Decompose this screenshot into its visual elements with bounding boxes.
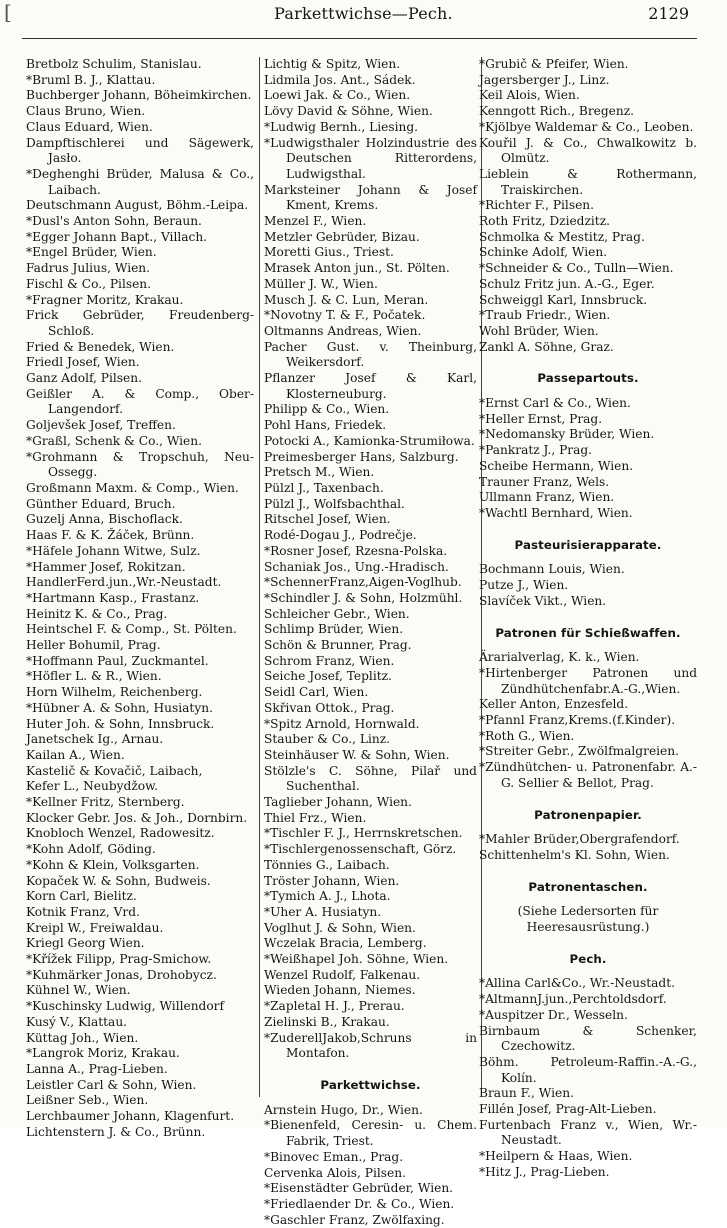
directory-entry: *Kellner Fritz, Sternberg. bbox=[26, 795, 185, 810]
directory-entry: Kopaček W. & Sohn, Budweis. bbox=[26, 873, 211, 888]
directory-entry: Heller Bohumil, Prag. bbox=[26, 638, 161, 653]
directory-entry: *Gaschler Franz, Zwölfaxing. bbox=[264, 1212, 445, 1227]
directory-entry: Kailan A., Wien. bbox=[26, 747, 125, 762]
directory-entry: Buchberger Johann, Böheimkirchen. bbox=[26, 88, 252, 103]
directory-entry: Pacher Gust. v. Theinburg, Weikersdorf. bbox=[264, 339, 477, 370]
directory-entry: *AltmannJ.jun.,Perchtoldsdorf. bbox=[479, 992, 667, 1007]
directory-entry: Guzelj Anna, Bischoflack. bbox=[26, 512, 183, 527]
directory-entry: *ZuderellJakob,Schruns in Montafon. bbox=[264, 1030, 477, 1061]
directory-entry: *Hoffmann Paul, Zuckmantel. bbox=[26, 653, 209, 668]
directory-entry: Taglieber Johann, Wien. bbox=[264, 795, 412, 810]
directory-entry: Kenngott Rich., Bregenz. bbox=[479, 104, 635, 119]
header-rule bbox=[22, 38, 697, 39]
directory-entry: Philipp & Co., Wien. bbox=[264, 402, 390, 417]
directory-entry: Zielinski B., Krakau. bbox=[264, 1014, 390, 1029]
directory-entry: Küttag Joh., Wien. bbox=[26, 1030, 139, 1045]
directory-entry: Zankl A. Söhne, Graz. bbox=[479, 339, 614, 354]
directory-entry: Deutschmann August, Böhm.-Leipa. bbox=[26, 198, 249, 213]
directory-entry: *Heilpern & Haas, Wien. bbox=[479, 1149, 633, 1164]
directory-entry: Schleicher Gebr., Wien. bbox=[264, 606, 410, 621]
directory-entry: *Rosner Josef, Rzesna-Polska. bbox=[264, 543, 448, 558]
directory-entry: *Křížek Filipp, Prag-Smichow. bbox=[26, 952, 212, 967]
directory-entry: Claus Bruno, Wien. bbox=[26, 104, 146, 119]
directory-entry: *Tischler F. J., Herrnskretschen. bbox=[264, 826, 463, 841]
directory-entry: Schittenhelm's Kl. Sohn, Wien. bbox=[479, 847, 670, 862]
directory-entry: Geißler A. & Comp., Ober-Langendorf. bbox=[26, 386, 254, 417]
directory-entry: Haas F. & K. Žáček, Brünn. bbox=[26, 528, 195, 543]
directory-entry: Pohl Hans, Friedek. bbox=[264, 418, 387, 433]
directory-entry: Heintschel F. & Comp., St. Pölten. bbox=[26, 622, 237, 637]
directory-entry: Jagersberger J., Linz. bbox=[479, 72, 610, 87]
directory-entry: *Allina Carl&Co., Wr.-Neustadt. bbox=[479, 976, 675, 991]
directory-entry: Fadrus Julius, Wien. bbox=[26, 261, 151, 276]
directory-entry: *Grohmann & Tropschuh, Neu-Ossegg. bbox=[26, 449, 254, 480]
directory-entry: Kriegl Georg Wien. bbox=[26, 936, 145, 951]
directory-entry: Korn Carl, Bielitz. bbox=[26, 889, 137, 904]
directory-entry: *Kuhmärker Jonas, Drohobycz. bbox=[26, 967, 217, 982]
section-heading: Patronen für Schießwaffen. bbox=[495, 625, 681, 640]
directory-entry: Schulz Fritz jun. A.-G., Eger. bbox=[479, 276, 655, 291]
directory-entry: Pülzl J., Wolfsbachthal. bbox=[264, 496, 405, 511]
directory-entry: Thiel Frz., Wien. bbox=[264, 810, 367, 825]
directory-entry: Schlimp Brüder, Wien. bbox=[264, 622, 404, 637]
directory-entry: Voglhut J. & Sohn, Wien. bbox=[264, 920, 416, 935]
directory-entry: Wczelak Bracia, Lemberg. bbox=[264, 936, 427, 951]
directory-entry: Wohl Brüder, Wien. bbox=[479, 323, 599, 338]
directory-entry: *Egger Johann Bapt., Villach. bbox=[26, 229, 208, 244]
directory-entry: Loewi Jak. & Co., Wien. bbox=[264, 88, 411, 103]
directory-entry: Huter Joh. & Sohn, Innsbruck. bbox=[26, 716, 215, 731]
directory-entry: Musch J. & C. Lun, Meran. bbox=[264, 292, 429, 307]
directory-entry: *Friedlaender Dr. & Co., Wien. bbox=[264, 1196, 455, 1211]
directory-entry: Horn Wilhelm, Reichenberg. bbox=[26, 685, 203, 700]
directory-entry: Scheibe Hermann, Wien. bbox=[479, 458, 634, 473]
section-heading: Parkettwichse. bbox=[320, 1078, 421, 1092]
directory-entry: Preimesberger Hans, Salzburg. bbox=[264, 449, 459, 464]
directory-entry: Ritschel Josef, Wien. bbox=[264, 512, 391, 527]
directory-entry: *Uher A. Husiatyn. bbox=[264, 904, 382, 919]
directory-entry: Janetschek Ig., Arnau. bbox=[26, 732, 164, 747]
directory-entry: Bretbolz Schulim, Stanislau. bbox=[26, 57, 202, 71]
directory-entry: Slavíček Vikt., Wien. bbox=[479, 593, 607, 608]
directory-entry: *Engel Brüder, Wien. bbox=[26, 245, 157, 260]
directory-entry: *Wachtl Bernhard, Wien. bbox=[479, 505, 633, 520]
directory-entry: Menzel F., Wien. bbox=[264, 214, 367, 229]
scan-margin-mark: [ bbox=[4, 0, 12, 24]
directory-entry: Moretti Gius., Triest. bbox=[264, 245, 394, 260]
directory-entry: Lieblein & Rothermann, Traiskirchen. bbox=[479, 166, 697, 197]
directory-entry: *Bruml B. J., Klattau. bbox=[26, 72, 156, 87]
directory-entry: Fischl & Co., Pilsen. bbox=[26, 276, 152, 291]
directory-entry: Skřivan Ottok., Prag. bbox=[264, 700, 395, 715]
directory-entry: *Kohn Adolf, Göding. bbox=[26, 842, 156, 857]
directory-entry: *Streiter Gebr., Zwölfmalgreien. bbox=[479, 744, 679, 759]
directory-entry: Marksteiner Johann & Josef Kment, Krems. bbox=[264, 182, 477, 213]
directory-entry: Kastelič & Kovačič, Laibach, bbox=[26, 763, 203, 778]
directory-entry: Leißner Seb., Wien. bbox=[26, 1093, 149, 1108]
directory-entry: *Spitz Arnold, Hornwald. bbox=[264, 716, 420, 731]
directory-entry: *Weißhapel Joh. Söhne, Wien. bbox=[264, 952, 449, 967]
directory-entry: Schaniak Jos., Ung.-Hradisch. bbox=[264, 559, 449, 574]
directory-entry: Schrom Franz, Wien. bbox=[264, 653, 395, 668]
directory-entry: Friedl Josef, Wien. bbox=[26, 355, 140, 370]
directory-entry: Lidmila Jos. Ant., Sádek. bbox=[264, 72, 416, 87]
directory-entry: *Kjölbye Waldemar & Co., Leoben. bbox=[479, 119, 694, 134]
column-2 bbox=[259, 57, 482, 1227]
directory-entry: Stauber & Co., Linz. bbox=[264, 732, 391, 747]
directory-entry: Schweiggl Karl, Innsbruck. bbox=[479, 292, 648, 307]
directory-entry: Großmann Maxm. & Comp., Wien. bbox=[26, 480, 239, 495]
directory-entry: Potocki A., Kamionka-Strumiłowa. bbox=[264, 433, 475, 448]
directory-entry: Roth Fritz, Dziedzitz. bbox=[479, 214, 610, 229]
directory-entry: Keller Anton, Enzesfeld. bbox=[479, 697, 629, 712]
directory-entry: Fillén Josef, Prag-Alt-Lieben. bbox=[479, 1102, 657, 1117]
directory-entry: Wieden Johann, Niemes. bbox=[264, 983, 416, 998]
directory-entry: *Kuschinsky Ludwig, Willendorf bbox=[26, 999, 225, 1014]
directory-entry: Steinhäuser W. & Sohn, Wien. bbox=[264, 747, 450, 762]
directory-entry: Pflanzer Josef & Karl, Klosterneuburg. bbox=[264, 371, 477, 401]
directory-entry: *Zündhütchen- u. Patronenfabr. A.-G. Sellier & Bellot, Prag. bbox=[479, 760, 697, 790]
section-heading: Pasteurisierapparate. bbox=[514, 537, 662, 552]
directory-entry: Ganz Adolf, Pilsen. bbox=[26, 371, 142, 386]
directory-entry: *Deghenghi Brüder, Malusa & Co., Laibach. bbox=[26, 166, 254, 197]
directory-entry: Lichtig & Spitz, Wien. bbox=[264, 57, 401, 71]
directory-entry: Furtenbach Franz v., Wien, Wr.-Neustadt. bbox=[479, 1117, 697, 1148]
directory-entry: *Ludwigsthaler Holzindustrie des Deutschen Ritterordens, Ludwigsthal. bbox=[264, 135, 477, 181]
directory-entry: Ullmann Franz, Wien. bbox=[479, 490, 615, 505]
directory-entry: HandlerFerd.jun.,Wr.-Neustadt. bbox=[26, 575, 222, 590]
directory-entry: Oltmanns Andreas, Wien. bbox=[264, 323, 422, 338]
directory-entry: *Hitz J., Prag-Lieben. bbox=[479, 1164, 610, 1179]
directory-entry: Arnstein Hugo, Dr., Wien. bbox=[264, 1102, 423, 1117]
directory-entry: Leistler Carl & Sohn, Wien. bbox=[26, 1077, 197, 1092]
cross-reference-note: (Siehe Ledersorten für Heeresausrüstung.) bbox=[517, 904, 659, 935]
directory-entry: *Bienenfeld, Ceresin- u. Chem. Fabrik, Triest. bbox=[264, 1118, 477, 1149]
directory-entry: *Roth G., Wien. bbox=[479, 728, 575, 743]
directory-entry: *Langrok Moriz, Krakau. bbox=[26, 1046, 180, 1061]
section-heading: Pech. bbox=[569, 951, 607, 966]
directory-entry: *Hartmann Kasp., Frastanz. bbox=[26, 590, 200, 605]
directory-entry: *Mahler Brüder,Obergrafendorf. bbox=[479, 832, 680, 847]
directory-entry: Dampftischlerei und Sägewerk, Jasło. bbox=[26, 135, 254, 166]
directory-entry: Putze J., Wien. bbox=[479, 578, 569, 593]
directory-entry: Lanna A., Prag-Lieben. bbox=[26, 1062, 168, 1076]
directory-entry: Kreipl W., Freiwaldau. bbox=[26, 920, 164, 935]
directory-entry: Bochmann Louis, Wien. bbox=[479, 562, 625, 577]
directory-entry: Rodé-Dogau J., Podrečje. bbox=[264, 528, 417, 543]
directory-entry: Schmolka & Mestitz, Prag. bbox=[479, 229, 645, 244]
directory-entry: *Pfannl Franz,Krems.(f.Kinder). bbox=[479, 713, 676, 728]
directory-entry: *Höfler L. & R., Wien. bbox=[26, 669, 162, 684]
directory-entry: *Schindler J. & Sohn, Holzmühl. bbox=[264, 590, 463, 605]
directory-entry: Ärarialverlag, K. k., Wien. bbox=[479, 650, 640, 665]
directory-entry: Birnbaum & Schenker, Czechowitz. bbox=[479, 1023, 697, 1054]
directory-entry: *SchennerFranz,Aigen-Voglhub. bbox=[264, 575, 462, 590]
directory-entry: Heinitz K. & Co., Prag. bbox=[26, 606, 168, 621]
section-heading: Passepartouts. bbox=[537, 371, 639, 386]
directory-entry: Kouřil J. & Co., Chwalkowitz b. Olmütz. bbox=[479, 135, 697, 166]
directory-entry: Tönnies G., Laibach. bbox=[264, 857, 390, 872]
directory-entry: *Grubič & Pfeifer, Wien. bbox=[479, 57, 629, 71]
directory-entry: Metzler Gebrüder, Bizau. bbox=[264, 229, 420, 244]
directory-entry: *Hübner A. & Sohn, Husiatyn. bbox=[26, 700, 213, 715]
directory-entry: *Heller Ernst, Prag. bbox=[479, 411, 603, 426]
directory-entry: Kühnel W., Wien. bbox=[26, 983, 131, 998]
directory-entry: Seidl Carl, Wien. bbox=[264, 685, 369, 700]
directory-entry: Klocker Gebr. Jos. & Joh., Dornbirn. bbox=[26, 810, 248, 825]
directory-entry: *Pankratz J., Prag. bbox=[479, 443, 593, 458]
directory-entry: Pülzl J., Taxenbach. bbox=[264, 480, 384, 495]
directory-entry: Cervenka Alois, Pilsen. bbox=[264, 1165, 406, 1180]
directory-entry: Schön & Brunner, Prag. bbox=[264, 638, 412, 653]
directory-entry: *Hammer Josef, Rokitzan. bbox=[26, 559, 186, 574]
directory-entry: Pretsch M., Wien. bbox=[264, 465, 375, 480]
directory-entry: Braun F., Wien. bbox=[479, 1086, 574, 1101]
directory-entry: *Tymich A. J., Lhota. bbox=[264, 889, 391, 904]
directory-entry: Seiche Josef, Teplitz. bbox=[264, 669, 392, 684]
directory-entry: Lichtenstern J. & Co., Brünn. bbox=[26, 1124, 206, 1139]
section-heading: Patronentaschen. bbox=[528, 879, 648, 894]
directory-entry: *Binovec Eman., Prag. bbox=[264, 1149, 404, 1164]
directory-entry: Lerchbaumer Johann, Klagenfurt. bbox=[26, 1109, 235, 1124]
directory-entry: Trauner Franz, Wels. bbox=[479, 474, 610, 489]
directory-entry: *Häfele Johann Witwe, Sulz. bbox=[26, 543, 201, 558]
directory-entry: *Hirtenberger Patronen und Zündhütchenfabr.A.-G.,Wien. bbox=[479, 665, 697, 696]
directory-entry: *Ludwig Bernh., Liesing. bbox=[264, 119, 419, 134]
directory-entry: Lövy David & Söhne, Wien. bbox=[264, 104, 433, 119]
directory-entry: Frick Gebrüder, Freudenberg-Schloß. bbox=[26, 308, 254, 338]
directory-entry: *Schneider & Co., Tulln—Wien. bbox=[479, 261, 674, 276]
directory-entry: *Eisenstädter Gebrüder, Wien. bbox=[264, 1181, 454, 1196]
directory-entry: Kusý V., Klattau. bbox=[26, 1014, 128, 1029]
directory-entry: Schinke Adolf, Wien. bbox=[479, 245, 608, 260]
directory-entry: Müller J. W., Wien. bbox=[264, 276, 378, 291]
page-number: 2129 bbox=[648, 4, 689, 23]
column-3 bbox=[479, 57, 697, 1181]
directory-entry: *Graßl, Schenk & Co., Wien. bbox=[26, 433, 202, 448]
directory-entry: Wenzel Rudolf, Falkenau. bbox=[264, 967, 421, 982]
directory-entry: Knobloch Wenzel, Radowesitz. bbox=[26, 826, 215, 841]
directory-entry: *Fragner Moritz, Krakau. bbox=[26, 292, 184, 307]
directory-entry: Kefer L., Neubydžow. bbox=[26, 779, 158, 794]
directory-entry: Günther Eduard, Bruch. bbox=[26, 496, 176, 511]
column-1 bbox=[26, 57, 254, 1141]
section-heading: Patronenpapier. bbox=[534, 807, 642, 822]
directory-entry: Goljevšek Josef, Treffen. bbox=[26, 418, 176, 433]
directory-entry: *Dusl's Anton Sohn, Beraun. bbox=[26, 214, 202, 229]
directory-entry: Tröster Johann, Wien. bbox=[264, 873, 400, 888]
directory-entry: *Kohn & Klein, Volksgarten. bbox=[26, 857, 200, 872]
directory-entry: *Tischlergenossenschaft, Görz. bbox=[264, 842, 457, 857]
directory-entry: *Auspitzer Dr., Wesseln. bbox=[479, 1007, 628, 1022]
directory-entry: Claus Eduard, Wien. bbox=[26, 119, 153, 134]
directory-entry: Böhm. Petroleum-Raffin.-A.-G., Kolín. bbox=[479, 1054, 697, 1085]
directory-entry: Keil Alois, Wien. bbox=[479, 88, 580, 103]
directory-entry: *Traub Friedr., Wien. bbox=[479, 308, 611, 323]
page-title: Parkettwichse—Pech. bbox=[274, 4, 453, 23]
directory-entry: *Ernst Carl & Co., Wien. bbox=[479, 396, 631, 411]
directory-entry: Mrasek Anton jun., St. Pölten. bbox=[264, 261, 450, 276]
directory-entry: Fried & Benedek, Wien. bbox=[26, 339, 175, 354]
directory-entry: Kotnik Franz, Vrd. bbox=[26, 904, 140, 919]
directory-entry: *Richter F., Pilsen. bbox=[479, 198, 595, 213]
directory-entry: *Novotny T. & F., Počatek. bbox=[264, 308, 426, 323]
directory-entry: *Zapletal H. J., Prerau. bbox=[264, 999, 405, 1014]
directory-entry: *Nedomansky Brüder, Wien. bbox=[479, 427, 655, 442]
directory-entry: Stölzle's C. Söhne, Pilař und Suchenthal. bbox=[264, 763, 477, 794]
